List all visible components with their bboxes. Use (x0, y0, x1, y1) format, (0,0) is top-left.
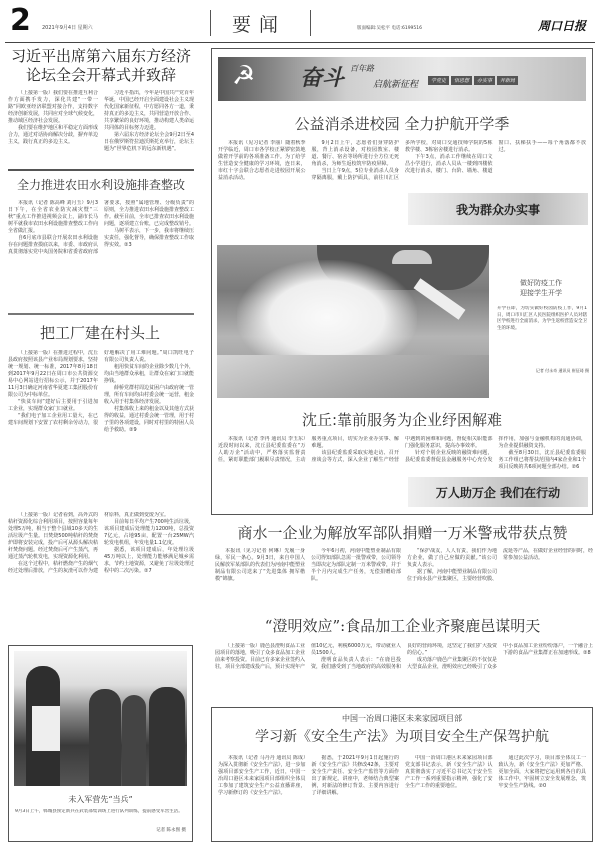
headline-safety-law: 学习新《安全生产法》为项目安全生产保驾护航 (255, 729, 549, 745)
paragraph: “保护战友，人人有责，我们作为地方企业，做了自己应做的贡献。”该公司负责人表示。 (407, 548, 497, 568)
soldier-figure (149, 687, 185, 786)
paragraph: （上接第一版）在推进过程中，沈丘县政府按照该县产业布局规划要求，坚持统一规划、统一标准，2017年8月18日到2017年9月22日在周口市公共资源交易中心网站进行招标公示，并于2017年11月3日确定河南省华夏建工集团股份有限公司为中标单位。 (8, 350, 99, 398)
headline-chengming-effect: “澄明效应”:食品加工企业齐聚鹿邑谋明天 (264, 617, 541, 635)
banner-tag: 学党史 (428, 76, 449, 85)
photo-caption-title (492, 278, 590, 298)
headline-line: 习近平出席第六届东方经济 (10, 47, 191, 65)
paragraph: 目前每日平均产生700吨生活垃圾，该项目建成后处理能力1200吨，总投资7亿元，占地95亩，配置一台25MW汽轮发电机组，年发电量1.1亿度。 (104, 519, 194, 546)
paragraph: 自6月底市县联合开展农田水利设施存在问题排查摸底以来，市委、市政府认真贯彻落实党中央国务院和省委省政府部署要求，按照“属地管理、分级负责”的原则，全力推进农田水利设施排查整改工作。截至目前，全市已排查农田水利设施问题，逐项建立台账，已完成整改销号。 (8, 200, 194, 255)
headline-irrigation: 全力推进农田水利设施排查整改 (16, 178, 185, 192)
paragraph: 习近平指出，今年是中国共产党百年华诞，中国已经开启全面建设社会主义现代化国家新征程，中方愿同各方一道，秉持真正的多边主义，共同营造开放合作、共享繁荣的良好环境，推动构建人类命运共同体的目标努力迈进。 (104, 90, 194, 131)
party-banner (218, 57, 586, 101)
ground (217, 355, 489, 398)
banner-tag: 悟思想 (451, 76, 472, 85)
photo-caption-text: 开学在即，为切实做好校园防疫工作，9月1日，周口市川汇区人民医院组织医护人员对辖区学校进行全面消杀，为学生返校营造安全卫生的环境。 (497, 306, 587, 331)
paragraph: “我们电子加工企业用工量大，在已建车间规划下安置了农村剩余劳动力，很好地解决了用工难问题。”周口凯旺电子有限公司负责人说。 (8, 350, 194, 426)
page-header (0, 0, 600, 42)
section-name: 要闻 (232, 14, 287, 36)
paragraph: 在这个过程中，秸秆燃烧产生的烟气经过处理后排放，产生的灰渣可以作为建材原料，真正做到变废为宝。 (8, 512, 170, 574)
caption-line: 做好防疫工作 (520, 279, 562, 287)
banner-tag: 办实事 (474, 76, 495, 85)
paragraph: 据悉，该项目建成后，年处理垃圾45万吨以上，处理能力能够满足城乡需求，节约土地资源，又避免了垃圾处理过程中的二次污染。②7 (104, 547, 194, 574)
article-body (215, 548, 593, 614)
paragraph: 成功落户鹿邑产业集聚区的不仅仅是大型食品企业，澄明效应已经吸引了众多中小食品加工企业纷纷落户，一个融合上下游的食品产业集群正在加速形成。②8 (407, 643, 593, 670)
header-rule (5, 42, 595, 43)
headline-xi-forum (8, 47, 194, 85)
caption-line: 迎接学生开学 (520, 289, 562, 297)
paragraph: 针对个别企业反映的融资难问题，县纪委监委督促县金融服务中心充分发挥作用，加强与金融机构的沟通协调，为企业提供融资支持。 (405, 436, 586, 463)
paragraph: 中国一冶周口港区未来家园项目部党支部书记表示，新《安全生产法》认真贯彻落实了习近平总书记关于安全生产工作一系列重要指示精神，强化了安全生产工作的重要地位。 (405, 755, 493, 789)
photo-box-soldiers (8, 645, 193, 842)
paragraph: （上接第一版）记者看到，高外式的秸秆资源化综合利用项目，按照容量每年处理5万吨，相当于整个县域10多天的生活垃圾产生量。日焚烧500吨秸秆的焚烧炉即将安装完成，投产后可从源头解决秸秆焚烧问题。经过焚烧后可产生蒸汽，再通过蒸汽轮机发电，实现资源化利用。 (8, 512, 99, 560)
newspaper-logo: 周口日报 (538, 19, 587, 33)
header-divider (210, 10, 211, 36)
tag-banner-help-enterprises: 万人助万企 我们在行动 (408, 477, 588, 507)
paragraph: 薛桥党群村周边贫困户由政府统一管理，所有车间均由村委会统一运营，租金收入用于村集体经济发展。 (104, 385, 194, 405)
party-emblem-icon: ☭ (232, 61, 256, 91)
article-subtitle: 中国一冶周口港区未来家园项目部 (342, 714, 462, 723)
banner-tag: 开新局 (497, 76, 518, 85)
paragraph: 据了解，河南中能塑业制品有限公司位于商水县产业集聚区，主要经营吹膜、流延等产品，在做好企业经营的同时，经常参加公益活动。 (407, 548, 593, 582)
banner-brush-text: 奋斗 (300, 65, 345, 91)
paragraph: 本报讯（见习记者 何琳）先履一身绿，军民一条心。9月3日，来自中国人民解放军某部队的代表们为河南中能塑业制品有限公司送来了“先进集体 拥军楷模”锦旗。 (215, 548, 306, 582)
paragraph: 通过此次学习，项目部全体员工一致认为，新《安全生产法》更加严格、更加全面，大家将把它运用到各自的具体工作中，牢固树立安全发展理念，筑牢安全生产防线。②0 (498, 755, 586, 789)
banner-tags (428, 76, 518, 85)
paragraph: 第六届东方经济论坛全会9月2日至4日在俄罗斯符拉迪沃斯托克举行，论坛主题为“世界危机下的远东新机遇”。 (104, 132, 194, 152)
soldier-figure (122, 695, 146, 786)
paragraph: 村集体收上来的租金以及其他方式获得的收益，通过村委会统一管理，用于村子里的各项建设，同时对村里的特困人员给予救助。②9 (104, 406, 194, 433)
header-divider (310, 10, 311, 36)
photo-caption-text: 9月3日上午，郸城县预定新兵在武装部集训场上进行队列训练，提前感受军营生活。 (15, 809, 183, 814)
paragraph: 澄明食品负责人表示：“在鹿邑投资，我们感受到了当地政府的高效服务和良好的营商环境，这坚定了我们扩大投资的信心。” (311, 643, 498, 670)
paragraph: 据悉，于2021年9月1日起施行的新《安全生产法》共修改42条，主要对安全生产责任、安全生产监管等方面作出了新规定。讲座中，老师结合典型案例，对新法的修订背景、主要内容进行了详细讲解。 (311, 755, 399, 796)
article-body (215, 643, 593, 699)
paragraph: （上接第一版）鹿邑县澄明食品工业园项目的落地，吸引了众多食品加工企业前来考察投资。目前已有多家企业签约入驻，项目全部建成投产后，预计实现年产值10亿元，利税6000万元，带动就业人员1500人。 (215, 643, 401, 670)
soldiers-photo (14, 651, 187, 786)
paragraph: 本报讯（记者 李冉 通讯员 李玉东）近段时间以来，沈丘县纪委监委在“万人助万企”活动中，严格落实监督责任，紧盯职能部门履职尽责情况，主动服务重点项目，切实为企业办实事、解难题。 (218, 436, 399, 463)
headline-shenqiu-service: 沈丘:靠前服务为企业纾困解难 (301, 411, 503, 429)
article-body (218, 140, 586, 190)
article-body (8, 350, 194, 495)
paragraph: 截至8月30日，沈丘县纪委监委服务工作组已将帮扶范围内4家企业和1个项目反映的共6项问题全部办结。②6 (498, 450, 586, 470)
paragraph: 本报讯（见习记者 李丽）随着秋季开学临近，周口市各学校正紧锣密鼓地做着开学前的各项准备工作。为了给学生营造安全健康的学习环境，连日来，市红十字会联合志愿者走进校园开展公益消杀活动。 (218, 140, 306, 181)
issue-date: 2021年9月4日 星期六 (42, 25, 93, 31)
paragraph: 当日上午9点，5位专业消杀人员身穿隔离服，戴上防护面具，前往川汇区多所学校，对周口交通技师学院的5栋教学楼、3栋宿舍楼进行消杀。 (311, 140, 493, 181)
headline-line: 论坛全会开幕式并致辞 (25, 66, 176, 84)
paragraph: 该县纪委监委采取实地走访、召开座谈会等方式，深入企业了解生产经营中遇到的困难和问题，督促相关职能部门强化服务意识，提高办事效率。 (311, 436, 493, 463)
headline-school-disinfection: 公益消杀进校园 全力护航开学季 (294, 115, 510, 133)
headline-factory-village: 把工厂建在村头上 (40, 324, 161, 342)
photo-credit: 记者 付永奇 通讯员 崔征琦 摄 (535, 368, 589, 373)
banner-line2: 启航新征程 (373, 80, 419, 90)
photo-caption-title: 未入军营先“当兵” (68, 795, 133, 804)
photo-credit: 记者 陈永图 摄 (156, 828, 186, 833)
paragraph: 租用快贫车间的企业除少数几个外，均由当地群众承租，让群众在家门口就能挣钱。 (104, 364, 194, 384)
paragraph: 本报讯（记者 陈高峰 刘月玉）9月3日下午，在全省农业防灾减灾暨“三秋”重点工作推进视频会议上，副市长马树平就我市农田水利设施排查整改工作向全省做汇报。 (8, 200, 99, 234)
paragraph: （上接第一版）我们要在推进互利合作方面携手发力，深化共建“一带一路”同欧亚经济联盟对接合作，支持数字经济创新发展，共同应对全球气候变化，推动域区经济社会发展。 (8, 90, 99, 124)
paragraph: 我们要在维护地区和平稳定方面形成合力，通过对话协商解决分歧，摒弃单边主义，践行真正的多边主义。 (8, 125, 99, 145)
banner-line1: 百年路 (350, 64, 374, 73)
soldier-figure (89, 689, 121, 786)
tag-banner-serve-people: 我为群众办实事 (408, 193, 588, 225)
paragraph: 下午3点，消杀工作继续在周口文昌小学进行，消杀人员从一楼到四楼依次进行消杀，楼门、台阶、墙角、楼道窗口、扶梯扶手——每个角落都不放过。 (405, 140, 586, 174)
towel (32, 706, 60, 751)
paragraph: 马树平表示，下一步，我市将继续压实责任，强化督导，确保排查整改工作取得实效。②3 (104, 228, 194, 248)
paragraph: 本报讯（记者 马丹丹 通讯员 陈成）为深入贯彻新《安全生产法》，进一步加强项目部安全生产工作，近日，中国一冶周口港区未来家园项目部组织全体员工参加了建筑安全生产公益直播讲座，学习新修订的《安全生产法》。 (218, 755, 306, 796)
paragraph: 9月2日上午，志愿者们身穿防护服，背上消杀设备，对校园教室、楼道、餐厅、宿舍等场所进行全方位无死角消杀，为师生返校筑牢防疫屏障。 (311, 140, 399, 167)
divider (8, 313, 194, 315)
page-number: 2 (10, 3, 31, 38)
article-body (218, 755, 586, 837)
article-body (8, 200, 194, 300)
article-body (8, 512, 194, 627)
disinfection-photo (217, 245, 489, 398)
paragraph: “快贫车间”建好后主要用于引进加工企业，实现群众家门口就业。 (8, 399, 98, 412)
divider (8, 169, 194, 171)
paragraph: 今年6月初，河南中能塑业制品有限公司得知部队急需一批警戒带，公司领导当即决定为部队定制一万米警戒带，并于半个月内完成生产任务，无偿捐赠给部队。 (311, 548, 402, 582)
editor-info: 版面编辑:吴松平 电话:6199516 (357, 26, 423, 31)
headline-shangshui-donation: 商水一企业为解放军部队捐赠一万米警戒带获点赞 (237, 524, 568, 542)
article-body (8, 90, 194, 164)
